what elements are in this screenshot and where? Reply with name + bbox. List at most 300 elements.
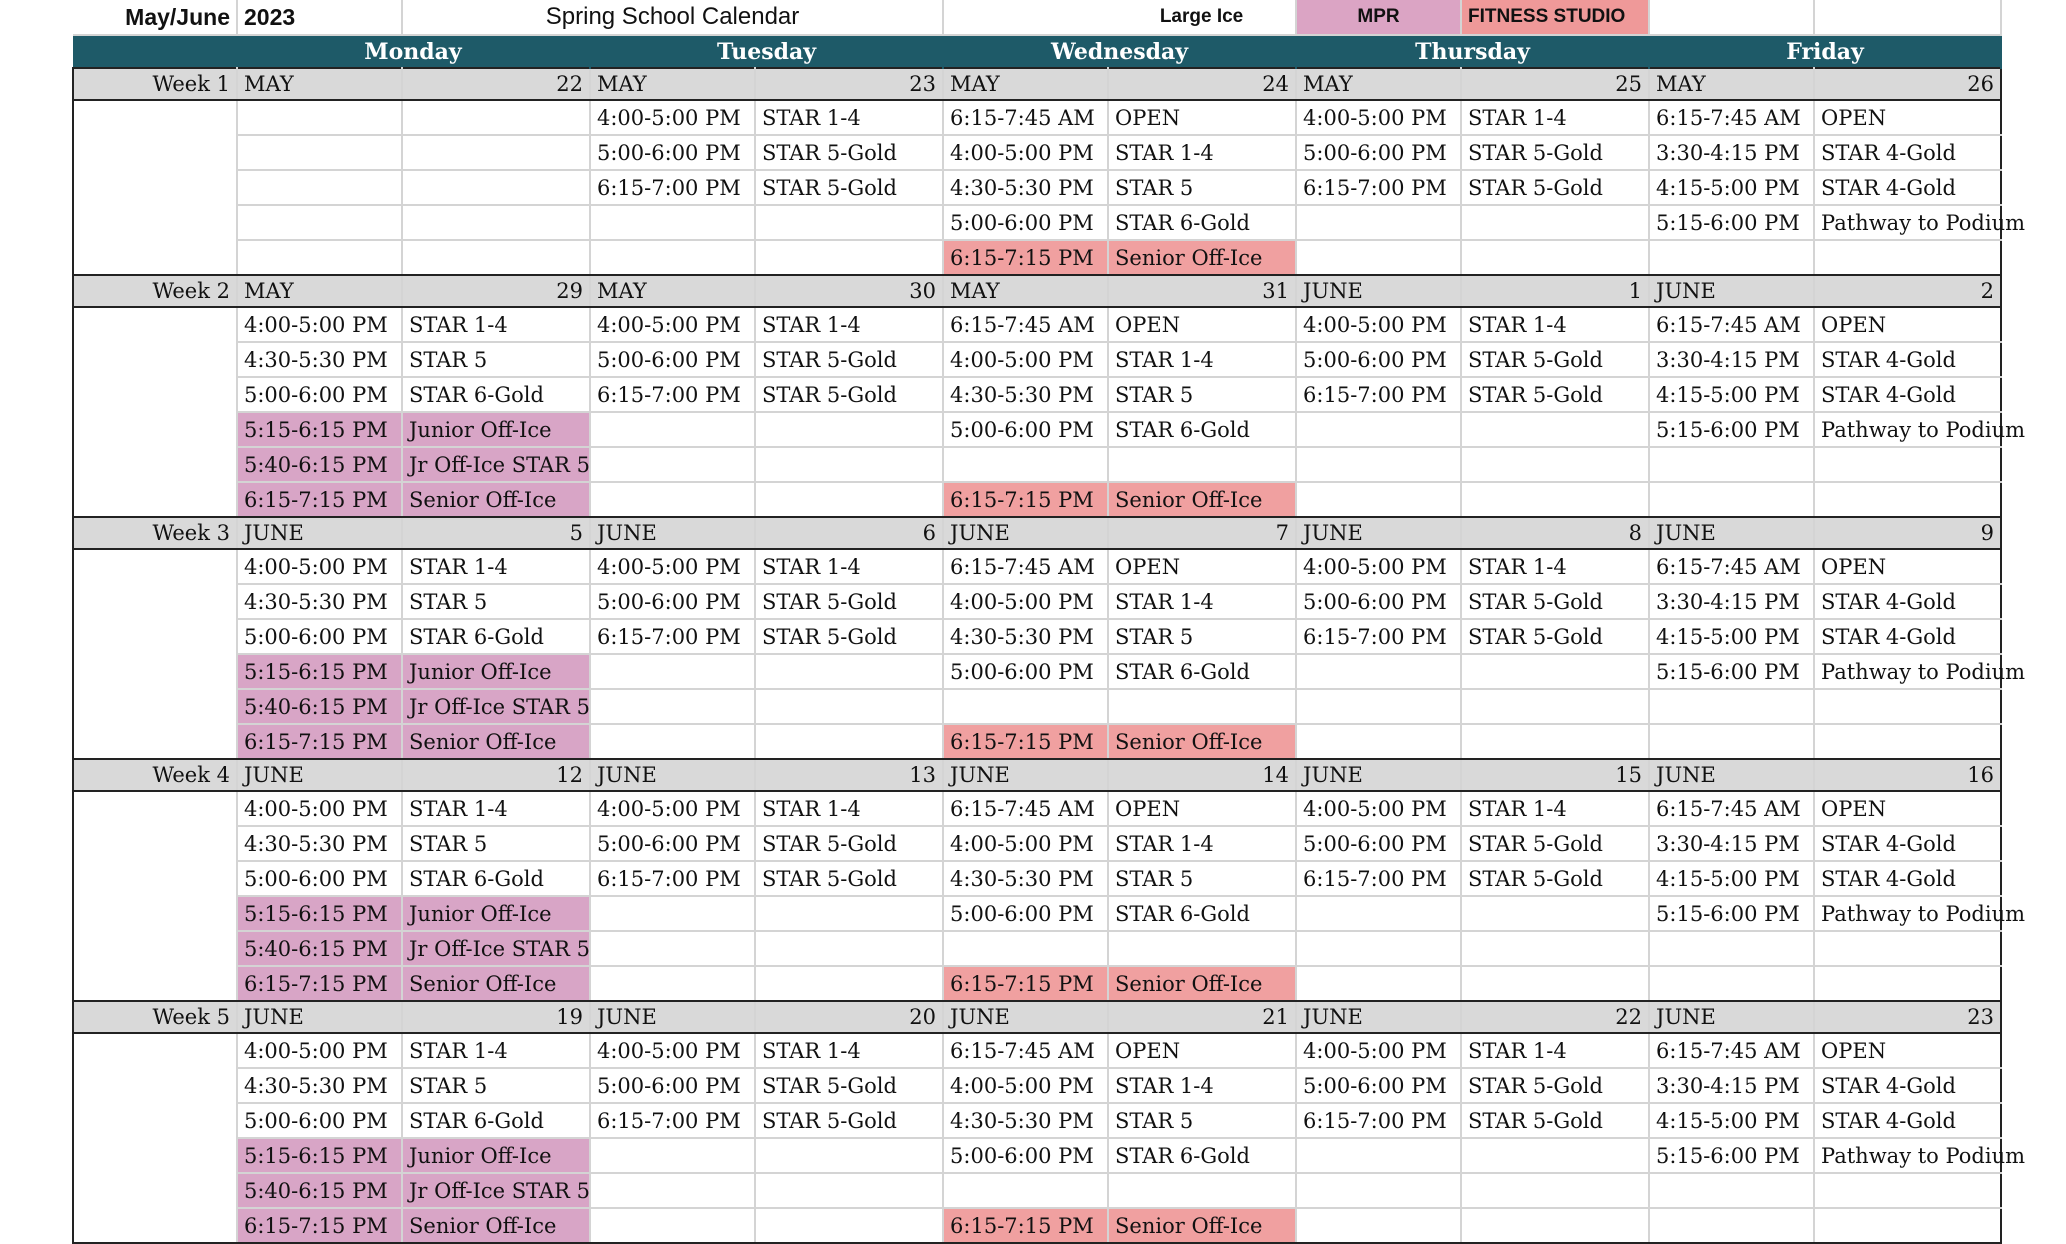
event-name: STAR 4-Gold [1814, 1103, 2001, 1138]
event-name: STAR 5 [1108, 861, 1296, 896]
event-time: 6:15-7:00 PM [590, 377, 755, 412]
event-time: 6:15-7:45 AM [943, 100, 1108, 135]
event-name: STAR 4-Gold [1814, 135, 2001, 170]
event-name: STAR 4-Gold [1814, 377, 2001, 412]
event-time [590, 689, 755, 724]
event-name [1461, 689, 1649, 724]
day-month: MAY [237, 275, 402, 307]
event-time [1649, 724, 1814, 759]
event-name: STAR 5-Gold [1461, 1103, 1649, 1138]
event-row [73, 1068, 2001, 1103]
event-time: 6:15-7:45 AM [1649, 307, 1814, 342]
event-name: STAR 6-Gold [1108, 896, 1296, 931]
event-name: STAR 1-4 [755, 100, 943, 135]
event-time: 4:00-5:00 PM [237, 307, 402, 342]
event-time: 3:30-4:15 PM [1649, 1068, 1814, 1103]
event-time: 6:15-7:45 AM [1649, 100, 1814, 135]
event-row [73, 966, 2001, 1001]
day-month: MAY [1649, 68, 1814, 100]
event-name: STAR 5-Gold [755, 861, 943, 896]
event-name [1461, 724, 1649, 759]
event-name: STAR 1-4 [1461, 791, 1649, 826]
event-name: OPEN [1814, 307, 2001, 342]
event-time [590, 966, 755, 1001]
event-time: 4:00-5:00 PM [943, 1068, 1108, 1103]
event-time [590, 1173, 755, 1208]
event-time: 4:30-5:30 PM [943, 861, 1108, 896]
event-name [1814, 447, 2001, 482]
event-name: Pathway to Podium [1814, 654, 2001, 689]
event-name: STAR 5-Gold [755, 619, 943, 654]
event-name [1461, 1173, 1649, 1208]
event-name [402, 205, 590, 240]
event-time: 4:15-5:00 PM [1649, 619, 1814, 654]
event-name [402, 135, 590, 170]
event-name: STAR 5 [1108, 170, 1296, 205]
event-time [1649, 447, 1814, 482]
week-blank-cell [73, 1173, 237, 1208]
event-time [1296, 966, 1461, 1001]
week-header-row [73, 1001, 2001, 1033]
event-name: STAR 5 [402, 584, 590, 619]
event-time: 4:15-5:00 PM [1649, 861, 1814, 896]
day-date: 1 [1461, 275, 1649, 307]
event-row [73, 791, 2001, 826]
event-name: Jr Off-Ice STAR 5 [402, 1173, 590, 1208]
event-name: STAR 5 [1108, 377, 1296, 412]
week-blank-cell [73, 377, 237, 412]
event-row [73, 549, 2001, 584]
event-name: STAR 5-Gold [755, 135, 943, 170]
event-name: STAR 6-Gold [402, 377, 590, 412]
event-name: Jr Off-Ice STAR 5 [402, 931, 590, 966]
event-time: 4:00-5:00 PM [1296, 307, 1461, 342]
event-name: STAR 4-Gold [1814, 1068, 2001, 1103]
event-time [943, 447, 1108, 482]
event-name: STAR 1-4 [1108, 584, 1296, 619]
event-row [73, 724, 2001, 759]
day-date: 12 [402, 759, 590, 791]
event-name [1814, 482, 2001, 517]
week-blank-cell [73, 861, 237, 896]
event-name: STAR 5-Gold [755, 377, 943, 412]
event-time: 4:00-5:00 PM [590, 100, 755, 135]
event-name: Jr Off-Ice STAR 5 [402, 689, 590, 724]
day-month: MAY [590, 68, 755, 100]
event-time: 3:30-4:15 PM [1649, 342, 1814, 377]
event-name: STAR 5-Gold [755, 342, 943, 377]
event-time: 5:40-6:15 PM [237, 447, 402, 482]
event-time: 5:00-6:00 PM [1296, 135, 1461, 170]
event-name: Pathway to Podium [1814, 205, 2001, 240]
day-header-friday: Friday [1649, 35, 2001, 68]
event-name [755, 1138, 943, 1173]
event-row [73, 931, 2001, 966]
event-time: 5:40-6:15 PM [237, 931, 402, 966]
day-date: 26 [1814, 68, 2001, 100]
event-time: 5:00-6:00 PM [1296, 584, 1461, 619]
event-time: 5:00-6:00 PM [590, 342, 755, 377]
day-date: 16 [1814, 759, 2001, 791]
day-date: 6 [755, 517, 943, 549]
day-date: 25 [1461, 68, 1649, 100]
week-header-row [73, 275, 2001, 307]
event-time [1296, 1138, 1461, 1173]
event-name [402, 100, 590, 135]
event-name: STAR 5 [1108, 619, 1296, 654]
event-time: 4:30-5:30 PM [943, 377, 1108, 412]
week-blank-cell [73, 482, 237, 517]
week-blank-cell [73, 549, 237, 584]
event-name: STAR 1-4 [1461, 549, 1649, 584]
event-name: Senior Off-Ice [1108, 724, 1296, 759]
event-time: 5:00-6:00 PM [590, 826, 755, 861]
event-time: 6:15-7:45 AM [1649, 1033, 1814, 1068]
event-row [73, 654, 2001, 689]
event-name [1461, 931, 1649, 966]
event-time [1649, 240, 1814, 275]
event-name [1108, 689, 1296, 724]
event-time: 4:30-5:30 PM [237, 584, 402, 619]
event-time: 6:15-7:45 AM [943, 791, 1108, 826]
event-row [73, 1208, 2001, 1243]
year-label: 2023 [237, 0, 402, 35]
event-name: Pathway to Podium [1814, 1138, 2001, 1173]
event-name: STAR 1-4 [1461, 100, 1649, 135]
event-time [590, 1208, 755, 1243]
day-month: MAY [943, 275, 1108, 307]
event-time [1296, 447, 1461, 482]
event-name: STAR 4-Gold [1814, 170, 2001, 205]
header-row [73, 0, 2001, 35]
legend-mpr: MPR [1296, 0, 1461, 35]
event-time [1296, 896, 1461, 931]
event-name [1814, 240, 2001, 275]
event-time [1296, 931, 1461, 966]
day-month: JUNE [1649, 759, 1814, 791]
event-name [755, 205, 943, 240]
event-name: STAR 5 [402, 1068, 590, 1103]
event-time: 6:15-7:00 PM [590, 170, 755, 205]
event-name: STAR 5-Gold [755, 1103, 943, 1138]
event-name: Pathway to Podium [1814, 412, 2001, 447]
event-time [1649, 482, 1814, 517]
event-name: STAR 1-4 [1108, 826, 1296, 861]
event-name [755, 654, 943, 689]
event-name: STAR 5 [402, 826, 590, 861]
event-name: OPEN [1108, 100, 1296, 135]
event-time: 4:00-5:00 PM [590, 791, 755, 826]
event-name: STAR 5-Gold [1461, 135, 1649, 170]
event-time [943, 931, 1108, 966]
event-name: STAR 1-4 [755, 549, 943, 584]
event-time [1296, 1208, 1461, 1243]
event-time: 6:15-7:00 PM [590, 861, 755, 896]
event-row [73, 377, 2001, 412]
event-time: 4:15-5:00 PM [1649, 377, 1814, 412]
event-name: OPEN [1814, 791, 2001, 826]
event-name [1814, 689, 2001, 724]
event-time: 4:15-5:00 PM [1649, 170, 1814, 205]
event-time: 5:00-6:00 PM [590, 584, 755, 619]
event-name [755, 966, 943, 1001]
day-month: JUNE [590, 1001, 755, 1033]
week-header-row [73, 68, 2001, 100]
event-name: OPEN [1108, 549, 1296, 584]
day-month: JUNE [1296, 759, 1461, 791]
event-time [237, 205, 402, 240]
day-month: JUNE [1649, 517, 1814, 549]
event-name [755, 931, 943, 966]
event-row [73, 135, 2001, 170]
event-row [73, 205, 2001, 240]
event-row [73, 307, 2001, 342]
event-name [1461, 447, 1649, 482]
event-time: 3:30-4:15 PM [1649, 826, 1814, 861]
event-name: STAR 1-4 [755, 307, 943, 342]
event-name: STAR 6-Gold [402, 619, 590, 654]
event-name [755, 1173, 943, 1208]
event-time [1296, 240, 1461, 275]
event-name [1108, 931, 1296, 966]
day-date: 31 [1108, 275, 1296, 307]
event-name: STAR 5-Gold [755, 170, 943, 205]
event-time: 5:15-6:15 PM [237, 1138, 402, 1173]
event-time: 4:30-5:30 PM [943, 1103, 1108, 1138]
event-name: Senior Off-Ice [402, 966, 590, 1001]
event-name: Junior Off-Ice [402, 1138, 590, 1173]
event-time [1296, 205, 1461, 240]
event-name: STAR 1-4 [402, 549, 590, 584]
week-blank-cell [73, 966, 237, 1001]
week-header-row [73, 517, 2001, 549]
day-date: 13 [755, 759, 943, 791]
event-name: Senior Off-Ice [1108, 1208, 1296, 1243]
week-label: Week 1 [73, 68, 237, 100]
event-name [755, 1208, 943, 1243]
event-time: 4:30-5:30 PM [943, 619, 1108, 654]
event-time: 5:00-6:00 PM [590, 1068, 755, 1103]
day-date: 9 [1814, 517, 2001, 549]
event-time [237, 170, 402, 205]
event-time: 6:15-7:45 AM [943, 307, 1108, 342]
event-name [1461, 205, 1649, 240]
event-time: 6:15-7:00 PM [1296, 170, 1461, 205]
week-blank-cell [73, 342, 237, 377]
event-name [1814, 931, 2001, 966]
day-header-monday: Monday [237, 35, 590, 68]
event-name: STAR 5-Gold [1461, 861, 1649, 896]
event-time: 4:00-5:00 PM [1296, 1033, 1461, 1068]
event-time: 5:40-6:15 PM [237, 1173, 402, 1208]
page-title: Spring School Calendar [402, 0, 943, 35]
week-blank-cell [73, 100, 237, 135]
day-month: JUNE [590, 517, 755, 549]
event-name: STAR 5-Gold [755, 826, 943, 861]
event-time [1649, 931, 1814, 966]
event-name: STAR 5 [1108, 1103, 1296, 1138]
week-blank-cell [73, 724, 237, 759]
event-row [73, 100, 2001, 135]
event-name: STAR 4-Gold [1814, 826, 2001, 861]
event-time [1649, 1208, 1814, 1243]
event-time: 5:00-6:00 PM [1296, 826, 1461, 861]
event-time: 6:15-7:15 PM [943, 482, 1108, 517]
event-time [1649, 689, 1814, 724]
event-row [73, 584, 2001, 619]
day-header-wednesday: Wednesday [943, 35, 1296, 68]
day-date: 8 [1461, 517, 1649, 549]
event-row [73, 861, 2001, 896]
event-time: 3:30-4:15 PM [1649, 584, 1814, 619]
event-time: 5:00-6:00 PM [237, 619, 402, 654]
day-date: 2 [1814, 275, 2001, 307]
event-row [73, 1138, 2001, 1173]
event-time [1296, 724, 1461, 759]
week-blank-cell [73, 689, 237, 724]
event-name: Senior Off-Ice [402, 724, 590, 759]
event-name: STAR 6-Gold [402, 1103, 590, 1138]
event-name: STAR 5-Gold [755, 584, 943, 619]
event-name [1461, 966, 1649, 1001]
header-blank [1814, 0, 2001, 35]
event-name [1814, 1208, 2001, 1243]
event-row [73, 826, 2001, 861]
event-time: 6:15-7:00 PM [590, 619, 755, 654]
day-month: JUNE [1649, 1001, 1814, 1033]
event-name [1461, 1138, 1649, 1173]
event-time: 5:00-6:00 PM [1296, 342, 1461, 377]
day-month: JUNE [237, 759, 402, 791]
event-name: Junior Off-Ice [402, 896, 590, 931]
day-month: JUNE [1296, 517, 1461, 549]
event-name [1814, 966, 2001, 1001]
event-name: STAR 4-Gold [1814, 619, 2001, 654]
day-month: JUNE [943, 759, 1108, 791]
event-time: 6:15-7:15 PM [237, 966, 402, 1001]
event-name: Junior Off-Ice [402, 412, 590, 447]
month-label: May/June [73, 0, 237, 35]
event-time [1296, 412, 1461, 447]
event-time: 6:15-7:45 AM [1649, 791, 1814, 826]
day-header-tuesday: Tuesday [590, 35, 943, 68]
event-time: 5:00-6:00 PM [237, 1103, 402, 1138]
event-time: 5:00-6:00 PM [943, 654, 1108, 689]
event-name: OPEN [1108, 1033, 1296, 1068]
event-time: 6:15-7:00 PM [1296, 377, 1461, 412]
event-name: STAR 1-4 [1108, 135, 1296, 170]
event-time [590, 482, 755, 517]
week-label: Week 3 [73, 517, 237, 549]
event-time: 4:00-5:00 PM [943, 135, 1108, 170]
event-name: STAR 1-4 [402, 791, 590, 826]
event-name: Senior Off-Ice [1108, 240, 1296, 275]
event-name [1108, 1173, 1296, 1208]
event-name: STAR 4-Gold [1814, 342, 2001, 377]
event-row [73, 240, 2001, 275]
day-date: 24 [1108, 68, 1296, 100]
event-name: Pathway to Podium [1814, 896, 2001, 931]
event-time: 6:15-7:15 PM [943, 240, 1108, 275]
event-name: STAR 4-Gold [1814, 861, 2001, 896]
event-time: 4:00-5:00 PM [943, 826, 1108, 861]
event-name [755, 447, 943, 482]
event-time: 6:15-7:45 AM [943, 549, 1108, 584]
day-date: 22 [1461, 1001, 1649, 1033]
event-name: STAR 5-Gold [1461, 619, 1649, 654]
week-blank-cell [73, 1138, 237, 1173]
event-name [1461, 412, 1649, 447]
event-name: OPEN [1814, 1033, 2001, 1068]
event-time: 4:00-5:00 PM [237, 1033, 402, 1068]
week-label: Week 2 [73, 275, 237, 307]
day-month: JUNE [590, 759, 755, 791]
event-time [590, 896, 755, 931]
day-date: 21 [1108, 1001, 1296, 1033]
event-time: 4:30-5:30 PM [237, 342, 402, 377]
day-date: 19 [402, 1001, 590, 1033]
event-time: 5:40-6:15 PM [237, 689, 402, 724]
event-time: 4:30-5:30 PM [237, 1068, 402, 1103]
event-name: STAR 5-Gold [1461, 170, 1649, 205]
event-time: 4:00-5:00 PM [237, 791, 402, 826]
event-name: STAR 1-4 [1108, 342, 1296, 377]
event-time: 6:15-7:45 AM [943, 1033, 1108, 1068]
event-time: 5:15-6:15 PM [237, 412, 402, 447]
event-name: STAR 5-Gold [755, 1068, 943, 1103]
event-name: STAR 6-Gold [402, 861, 590, 896]
week-blank-cell [73, 896, 237, 931]
event-name: OPEN [1814, 549, 2001, 584]
event-name: STAR 6-Gold [1108, 205, 1296, 240]
event-name [1461, 896, 1649, 931]
event-name: Junior Off-Ice [402, 654, 590, 689]
event-time [590, 412, 755, 447]
event-time [1649, 966, 1814, 1001]
event-time: 6:15-7:15 PM [237, 482, 402, 517]
event-time: 4:30-5:30 PM [943, 170, 1108, 205]
event-name: OPEN [1108, 791, 1296, 826]
event-time [590, 724, 755, 759]
event-time: 5:00-6:00 PM [943, 205, 1108, 240]
event-row [73, 482, 2001, 517]
day-date: 23 [1814, 1001, 2001, 1033]
event-row [73, 689, 2001, 724]
event-name: OPEN [1814, 100, 2001, 135]
event-row [73, 170, 2001, 205]
week-blank-cell [73, 170, 237, 205]
event-name: STAR 5-Gold [1461, 584, 1649, 619]
day-month: MAY [943, 68, 1108, 100]
event-name: STAR 1-4 [755, 1033, 943, 1068]
event-name: STAR 6-Gold [1108, 1138, 1296, 1173]
event-time [1296, 654, 1461, 689]
event-time [237, 100, 402, 135]
event-time: 6:15-7:45 AM [1649, 549, 1814, 584]
event-name [1108, 447, 1296, 482]
event-name: STAR 6-Gold [1108, 412, 1296, 447]
event-row [73, 896, 2001, 931]
event-time [237, 135, 402, 170]
event-time [590, 447, 755, 482]
week-blank-cell [73, 135, 237, 170]
event-name: STAR 1-4 [1461, 1033, 1649, 1068]
event-name: STAR 5-Gold [1461, 377, 1649, 412]
day-date: 29 [402, 275, 590, 307]
event-name: Senior Off-Ice [1108, 482, 1296, 517]
event-time [943, 689, 1108, 724]
day-date: 30 [755, 275, 943, 307]
